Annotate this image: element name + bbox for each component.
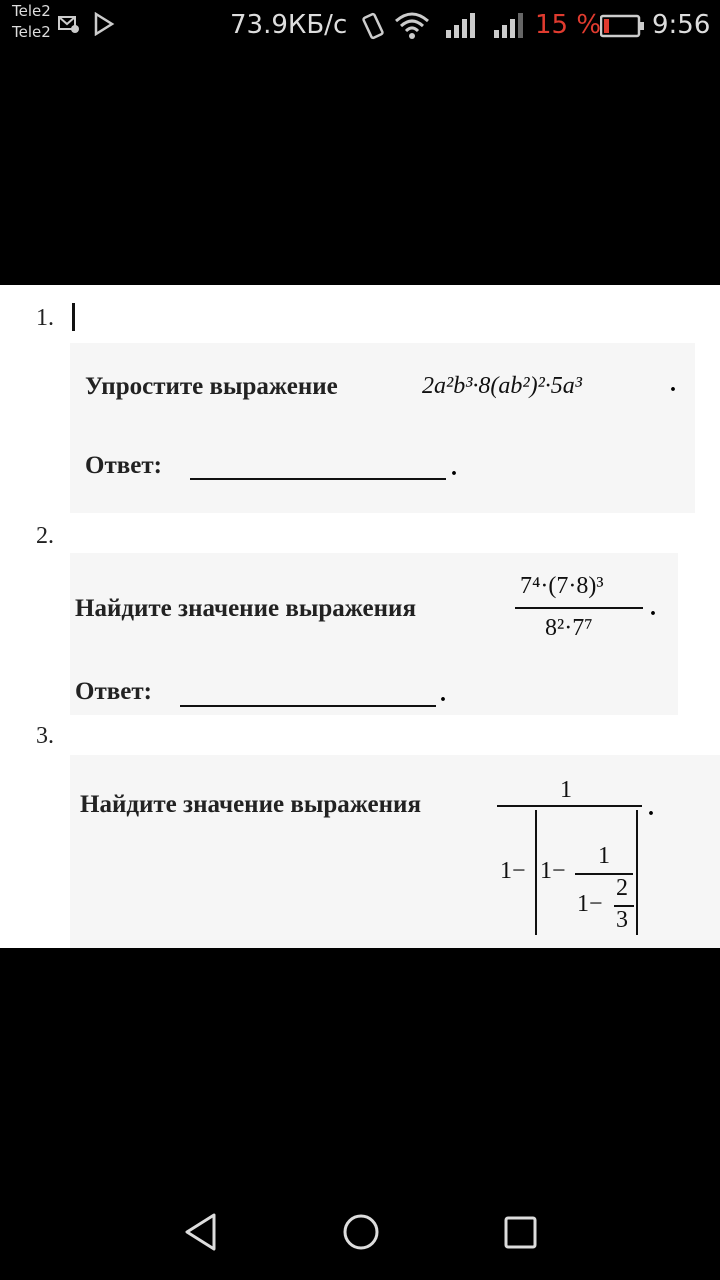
- recents-icon[interactable]: [504, 1216, 538, 1250]
- problem-1-prompt: Упростите выражение: [85, 373, 338, 400]
- fraction-bar: [497, 805, 642, 807]
- sim-msg-icon: [58, 14, 80, 34]
- signal-icon: [444, 12, 476, 40]
- wifi-icon: [393, 10, 431, 40]
- play-store-icon: [93, 12, 115, 36]
- status-bar: [0, 0, 720, 52]
- period: .: [451, 455, 457, 481]
- problem-1-block: [70, 343, 695, 513]
- answer-line-1: [190, 478, 446, 480]
- problem-2-answer-label: Ответ:: [75, 678, 152, 705]
- clock: 9:56: [652, 10, 711, 40]
- problem-3-prompt: Найдите значение выражения: [80, 791, 421, 818]
- problem-1-number: 1.: [36, 305, 54, 331]
- problem-2-number: 2.: [36, 523, 54, 549]
- vibrate-icon: [360, 11, 386, 41]
- back-icon[interactable]: [182, 1212, 222, 1252]
- home-icon[interactable]: [342, 1213, 380, 1251]
- carrier-2: Tele2: [12, 23, 51, 41]
- problem-3-inner-top: 1: [598, 843, 610, 869]
- signal-icon-2: [492, 12, 524, 40]
- problem-1-answer-label: Ответ:: [85, 452, 162, 479]
- fraction-bar: [515, 607, 643, 609]
- network-speed: 73.9КБ/с: [230, 10, 348, 40]
- answer-line-2: [180, 705, 436, 707]
- problem-3-number: 3.: [36, 723, 54, 749]
- problem-3-frac-bottom: 3: [616, 907, 628, 933]
- period: .: [670, 371, 676, 397]
- battery-icon: [600, 14, 646, 38]
- navigation-bar: [0, 1180, 720, 1280]
- problem-1-expression: 2a²b³·8(ab²)²·5a³: [422, 373, 582, 399]
- problem-2-denominator: 8²·7⁷: [545, 615, 593, 641]
- abs-bar-left: [535, 810, 537, 935]
- problem-2-prompt: Найдите значение выражения: [75, 595, 416, 622]
- worksheet-image: [0, 285, 720, 948]
- problem-3-part1: 1−: [500, 858, 526, 884]
- period: .: [650, 595, 656, 621]
- text-cursor: [72, 303, 75, 331]
- carrier-1: Tele2: [12, 2, 51, 20]
- problem-3-inner-bottom: 1−: [577, 891, 603, 917]
- problem-3-top: 1: [560, 777, 572, 803]
- battery-percent: 15 %: [535, 10, 602, 40]
- problem-3-part2: 1−: [540, 858, 566, 884]
- problem-3-frac-top: 2: [616, 875, 628, 901]
- period: .: [440, 681, 446, 707]
- problem-2-numerator: 7⁴·(7·8)³: [520, 573, 604, 599]
- period: .: [648, 795, 654, 821]
- abs-bar-right: [636, 810, 638, 935]
